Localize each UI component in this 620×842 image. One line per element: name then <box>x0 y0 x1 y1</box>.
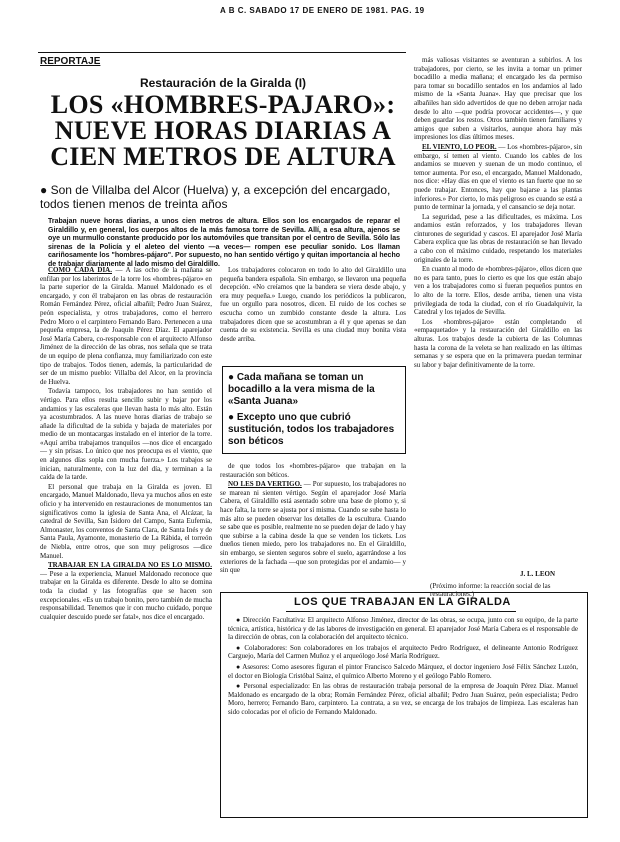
col3-p3: La seguridad, pese a las dificultades, es máxima. Los andamios están reforzados, y los trabajadores llevan cinturones de seguridad y cascos. El aparejador José María Cabera explica que las obras de restauración se han llevado a cabo con el máximo cuidado, respetando los materiales originales de la torre. <box>414 212 582 264</box>
bullet-icon: ● <box>236 682 244 691</box>
subhead <box>40 183 406 211</box>
staff-item-text: Colaboradores: Son colaboradores en los trabajos el arquitecto Pedro Rodríguez, el delineante Antonio Rodríguez Carguejo, María del Carmen Muñoz y el arqueólogo José María Rodríguez. <box>228 643 578 661</box>
staff-item <box>228 616 578 642</box>
staff-item-text: Dirección Facultativa: El arquitecto Alfonso Jiménez, director de las obras, se ocupa, junto con su equipo, de la parte técnica, artística, histórica y de las labores de investigación en general. El aparejador José María Cabera es el responsable de la dirección de obras, con la colaboración del arquitecto técnico. <box>228 616 578 642</box>
bullet-icon: ● <box>236 616 243 624</box>
callout-a <box>228 372 400 408</box>
col3-sub1: EL VIENTO, LO PEOR. <box>422 142 497 151</box>
bullet-icon: ● <box>228 372 237 383</box>
col3-p5: Los «hombres-pájaro» están completando el «empaquetado» y la restauración del Giraldillo en las alturas. Los trabajos desde la cubierta de las Columnas hasta la corona de la veleta se han realizado en las últimas semanas y se espera que en la primavera puedan terminar su labor y bajar definitivamente de la torre. <box>414 317 582 369</box>
staff-item <box>228 682 578 716</box>
column-3 <box>414 56 582 566</box>
col1-p1: — A las ocho de la mañana se enfilan por los laberintos de la torre los «hombres-pájaro» en la parte superior de la Giralda. Manuel Maldonado es el encargado, y con él trabajaron en las obras de restauración Román Fernández Pérez, oficial albañil; Pedro Juan Suárez, peón especialista, y otros trabajadores, como el herrero Pedro Moro o el carpintero Fernando Baro. Pertenecen a una pequeña empresa, la de Joaquín Pérez Díaz. El aparejador José María Cabera, co-responsable con el arquitecto Alfonso Jiménez de la dirección de las obras, nos señala que se trata de un equipo de plena confianza, muy familiarizado con este tipo de trabajos. Todos tienen, además, la particularidad de ser de un mismo pueblo: Villalba del Alcor, en la provincia de Huelva. <box>40 266 212 386</box>
col1-sub: TRABAJAR EN LA GIRALDA NO ES LO MISMO. <box>48 561 212 570</box>
callout-b-text: Excepto uno que cubrió sustitución, todos los trabajadores son béticos <box>228 412 395 447</box>
col2-p1: Los trabajadores colocaron en todo lo alto del Giraldillo una pequeña bandera española. Sin embargo, se llevaron una pequeña decepción. «No creíamos que la bandera se viera desde abajo, y era muy pequeña.» Luego, cuando los periódicos la publicaron, fue un orgullo para nosotros, dicen. El ruido de los coches se escucha como un zumbido constante desde la altura. Los trabajadores dicen que se acostumbran a él y que apenas se dan cuenta de su existencia. Sevilla es una ciudad muy bonita vista desde arriba. <box>220 266 406 343</box>
col3-p2: — Los «hombres-pájaro», sin embargo, sí temen al viento. Cuando los cables de los andamios se mueven y suenan de un modo continuo, el temor aumenta. Por eso, el encargado, Manuel Maldonado, nos dice: «Hay días en que el viento es tan fuerte que no se puede trabajar. Entonces, hay que bajarse a las plantas inferiores.» Por cierto, lo más peligroso es cuando se está a punto de terminar la jornada, y el cansancio se deja notar. <box>414 142 582 212</box>
bullet-icon: ● <box>236 662 243 671</box>
bullet-icon: ● <box>228 412 237 423</box>
overline: Restauración de la Giralda (I) <box>139 76 307 90</box>
callout-b <box>228 412 400 448</box>
page-header: A B C. SABADO 17 DE ENERO DE 1981. PAG. 19 <box>220 6 425 15</box>
column-2-upper <box>220 266 406 362</box>
headline: LOS «HOMBRES-PAJARO»: NUEVE HORAS DIARIAS A CIEN METROS DE ALTURA <box>50 90 396 171</box>
col1-p2: Todavía tampoco, los trabajadores no han sentido el vértigo. Para ellos resulta sencillo subir y bajar por los andamios y las escaleras que llevan hasta lo más alto. Están ya acostumbrados. A las nueve horas diarias de trabajo se añade la dificultad de la subida y bajada de materiales por medio de un montacargas instalado en el interior de la torre. «Aquí arriba trabajamos tranquilos —nos dice el encargado— y sin prisas. Lo único que nos preocupa es el viento, que en algunos días sopla con mucha fuerza.» Los trabajos se inician, naturalmente, con la luz del día, y terminan a la caída de la tarde. <box>40 387 212 482</box>
staff-item-text: Asesores: Como asesores figuran el pintor Francisco Salcedo Márquez, el doctor ingeniero José Félix Sánchez Luzón, el doctor en Biología Cristóbal Sainz, el químico Alberto Moreno y el geólogo Pablo Romero. <box>228 662 578 680</box>
lede: Trabajan nueve horas diarias, a unos cien metros de altura. Ellos son los encargados de reparar el Giraldillo y, en general, los cuerpos altos de la más famosa torre de Sevilla. Allí, a esa altura, ajenos se oye un murmullo constante producido por los automóviles que transitan por el centro de Sevilla. Sólo las sirenas de la Policía y el aleteo del viento —a veces— rompen ese peculiar sonido. Los llaman cariñosamente los "hombres-pájaro". Por supuesto, no han sentido vértigo y quitan importancia al hecho de trabajar diariamente al lado mismo del Giraldillo. <box>48 218 400 268</box>
bullet-icon: ● <box>40 183 51 197</box>
col1-p3: El personal que trabaja en la Giralda es joven. El encargado, Manuel Maldonado, lleva ya muchos años en este oficio y ha intervenido en restauraciones de monumentos tan significativos como la iglesia de Santa Ana, el Alcázar, la catedral de Sevilla, San Isidoro del Campo, Santa Eufemia, Almonaster, los conventos de Santa Clara, de Santa Inés y de Santa Paula, Ayamonte, monasterio de La Rábida, el torreón de Niebla, entre otros, que son muy peligrosos —dice Manuel. <box>40 482 212 560</box>
col3-p4: En cuanto al modo de «hombres-pájaro», ellos dicen que no es para tanto, pues lo cierto es que los que están abajo ven a los trabajadores como si fueran pequeños puntos en lo alto de la torre. Ellos, desde arriba, tienen una vista privilegiada de toda la ciudad, con el río Guadalquivir, la Catedral y los tejados de Sevilla. <box>414 265 582 317</box>
col2b-sub: NO LES DA VERTIGO. <box>228 480 302 489</box>
col1-lead: COMO CADA DIA. <box>48 266 112 274</box>
col2b-p1: de que todos los «hombres-pájaro» que trabajan en la restauración son béticos. <box>220 462 406 479</box>
callout-a-text: Cada mañana se toman un bocadillo a la vera misma de la «Santa Juana» <box>228 372 375 407</box>
staff-box-title: LOS QUE TRABAJAN EN LA GIRALDA <box>294 596 511 608</box>
column-1 <box>40 266 212 842</box>
column-2-lower <box>220 462 406 586</box>
bullet-icon: ● <box>236 643 245 652</box>
subhead-text: Son de Villalba del Alcor (Huelva) y, a excepción del encargado, todos tienen menos de treinta años <box>40 183 391 211</box>
staff-item-text: Personal especializado: En las obras de restauración trabaja personal de la empresa de Joaquín Pérez Díaz. Manuel Maldonado es encargado de la obra; Román Fernández Pérez, oficial albañil; Pedro Juan Suárez, peón especialista; Pedro Moro, herrero; Fernando Baro, carpintero. La contrata, a su vez, se encarga de los trabajos de limpieza. Las escaleras han sido colocadas por el oficio de Fernando Maldonado. <box>228 682 578 716</box>
staff-item <box>228 663 578 680</box>
top-rule <box>38 52 406 53</box>
col1-p4: — Pese a la experiencia, Manuel Maldonado reconoce que trabajar en la Giralda es diferente. Desde lo alto se domina toda la ciudad y las fotografías que se hacen son excepcionales. «Es un trabajo bonito, pero también de mucha responsabilidad. Tenemos que ir con mucho cuidado, porque cualquier descuido puede ser fatal», nos dice el encargado. <box>40 569 212 621</box>
col3-p1: más valiosas visitantes se aventuran a subirlos. A los trabajadores, por cierto, se les invita a tomar un primer bocadillo a media mañana; el encargado les da permiso para tomar su bocadillo sentados en los andamios al lado mismo de la «Santa Juana». Hay que precisar que los albañiles han sido advertidos de que no deben arrojar nada desde lo alto —que podría provocar accidentes—, y que deben guardar los restos. Otros también tienen familiares y amigos que suben a visitarlos, aunque ahora hay más impresiones los días últimos meses. <box>414 56 582 142</box>
col2b-p2: — Por supuesto, los trabajadores no se marean ni sienten vértigo. Según el aparejador José María Cabera, el Giraldillo está asentado sobre una base de plomo y, si hace falta, la torre se ajusta por sí misma. Cuando se sube hasta lo más alto se pueden observar los detalles de la escultura. Cuando se sabe que es posible, realmente no se pueden dejar de lado y hay que subirse a la cabina desde la que se venden los tickets. Los dueños tienen miedo, pero los trabajadores no. En el Giraldillo, sin embargo, se sienten seguros sobre el suelo, agarrándose a los exteriores de la fachada —que son protegidas por el andamio— y sin que <box>220 480 406 575</box>
next-installment: (Próximo informe: la reacción social de las restauraciones.) <box>430 582 551 598</box>
staff-title-rule <box>286 611 516 612</box>
byline: J. L. LEON <box>520 570 556 578</box>
staff-list <box>228 616 578 812</box>
section-kicker: REPORTAJE <box>40 56 101 67</box>
staff-item <box>228 644 578 661</box>
